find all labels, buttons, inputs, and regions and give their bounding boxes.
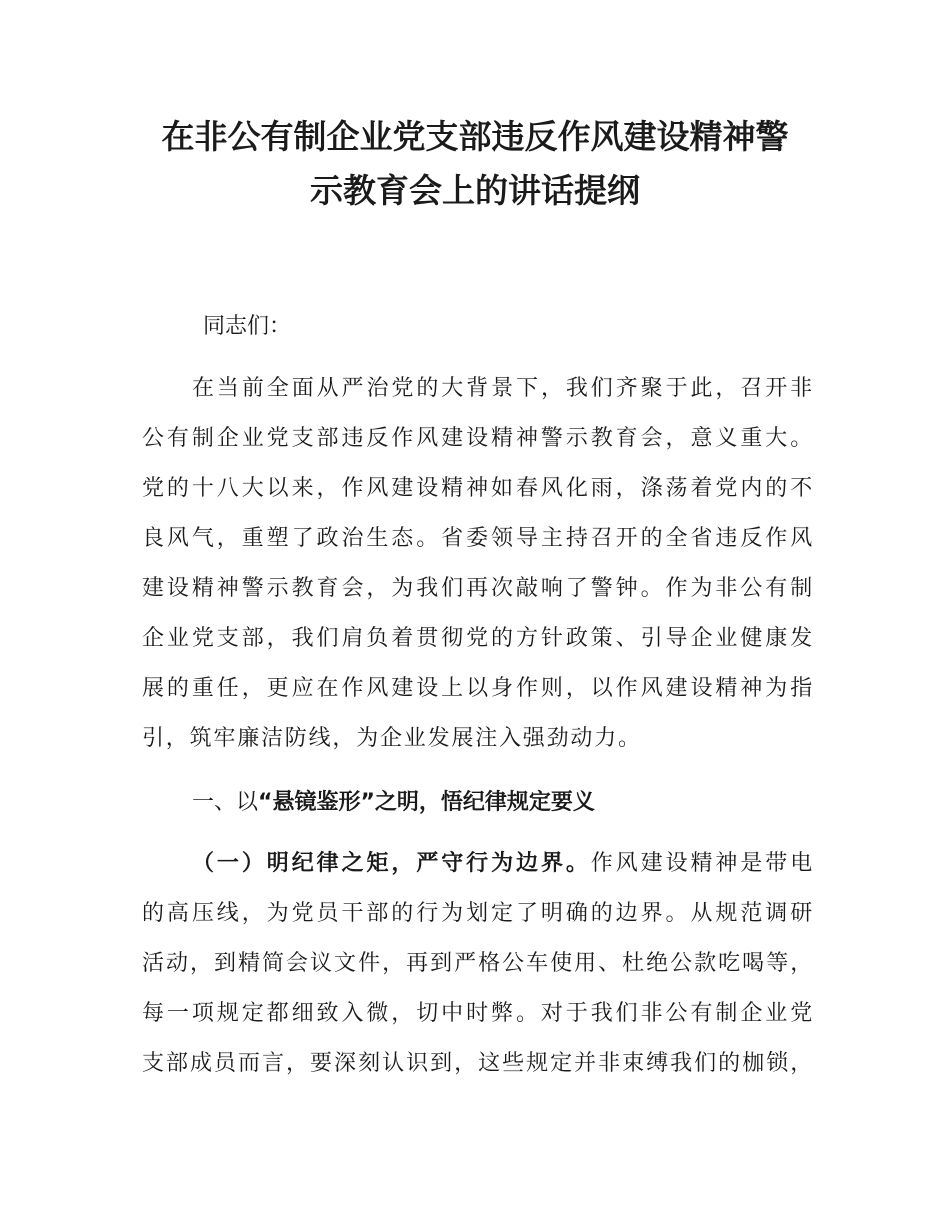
section-heading-1 <box>192 779 595 827</box>
paragraph-line: 活动，到精简会议文件，再到严格公车使用、杜绝公款吃喝等， <box>142 951 814 976</box>
paragraph-line-rest: 作风建设精神是带电 <box>590 851 814 876</box>
paragraph-line <box>142 839 814 889</box>
section-heading-text: “悬镜鉴形”之明，悟纪律规定要义 <box>258 790 595 815</box>
paragraph-line: 的高压线，为党员干部的行为划定了明确的边界。从规范调研 <box>142 901 814 926</box>
paragraph-line: 引，筑牢廉洁防线，为企业发展注入强劲动力。 <box>142 726 642 751</box>
paragraph-intro <box>142 364 814 764</box>
paragraph-line: 展的重任，更应在作风建设上以身作则，以作风建设精神为指 <box>142 676 814 701</box>
paragraph-section-1-1 <box>142 839 814 1089</box>
paragraph-line: 良风气，重塑了政治生态。省委领导主持召开的全省违反作风 <box>142 526 814 551</box>
title-line-2: 示教育会上的讲话提纲 <box>310 171 640 210</box>
title-line-1: 在非公有制企业党支部违反作风建设精神警 <box>161 117 789 156</box>
paragraph-line: 每一项规定都细致入微，切中时弊。对于我们非公有制企业党 <box>142 1001 814 1026</box>
salutation: 同志们： <box>203 314 292 339</box>
paragraph-line: 公有制企业党支部违反作风建设精神警示教育会，意义重大。 <box>142 426 814 451</box>
section-heading-prefix: 一、以 <box>192 790 259 815</box>
paragraph-line: 企业党支部，我们肩负着贯彻党的方针政策、引导企业健康发 <box>142 626 814 651</box>
subsection-lead: （一）明纪律之矩，严守行为边界。 <box>192 851 591 876</box>
paragraph-line: 党的十八大以来，作风建设精神如春风化雨，涤荡着党内的不 <box>142 476 814 501</box>
paragraph-line: 支部成员而言，要深刻认识到，这些规定并非束缚我们的枷锁， <box>142 1051 814 1076</box>
paragraph-line: 在当前全面从严治党的大背景下，我们齐聚于此，召开非 <box>192 376 814 401</box>
document-title <box>100 110 850 218</box>
paragraph-line: 建设精神警示教育会，为我们再次敲响了警钟。作为非公有制 <box>142 576 814 601</box>
